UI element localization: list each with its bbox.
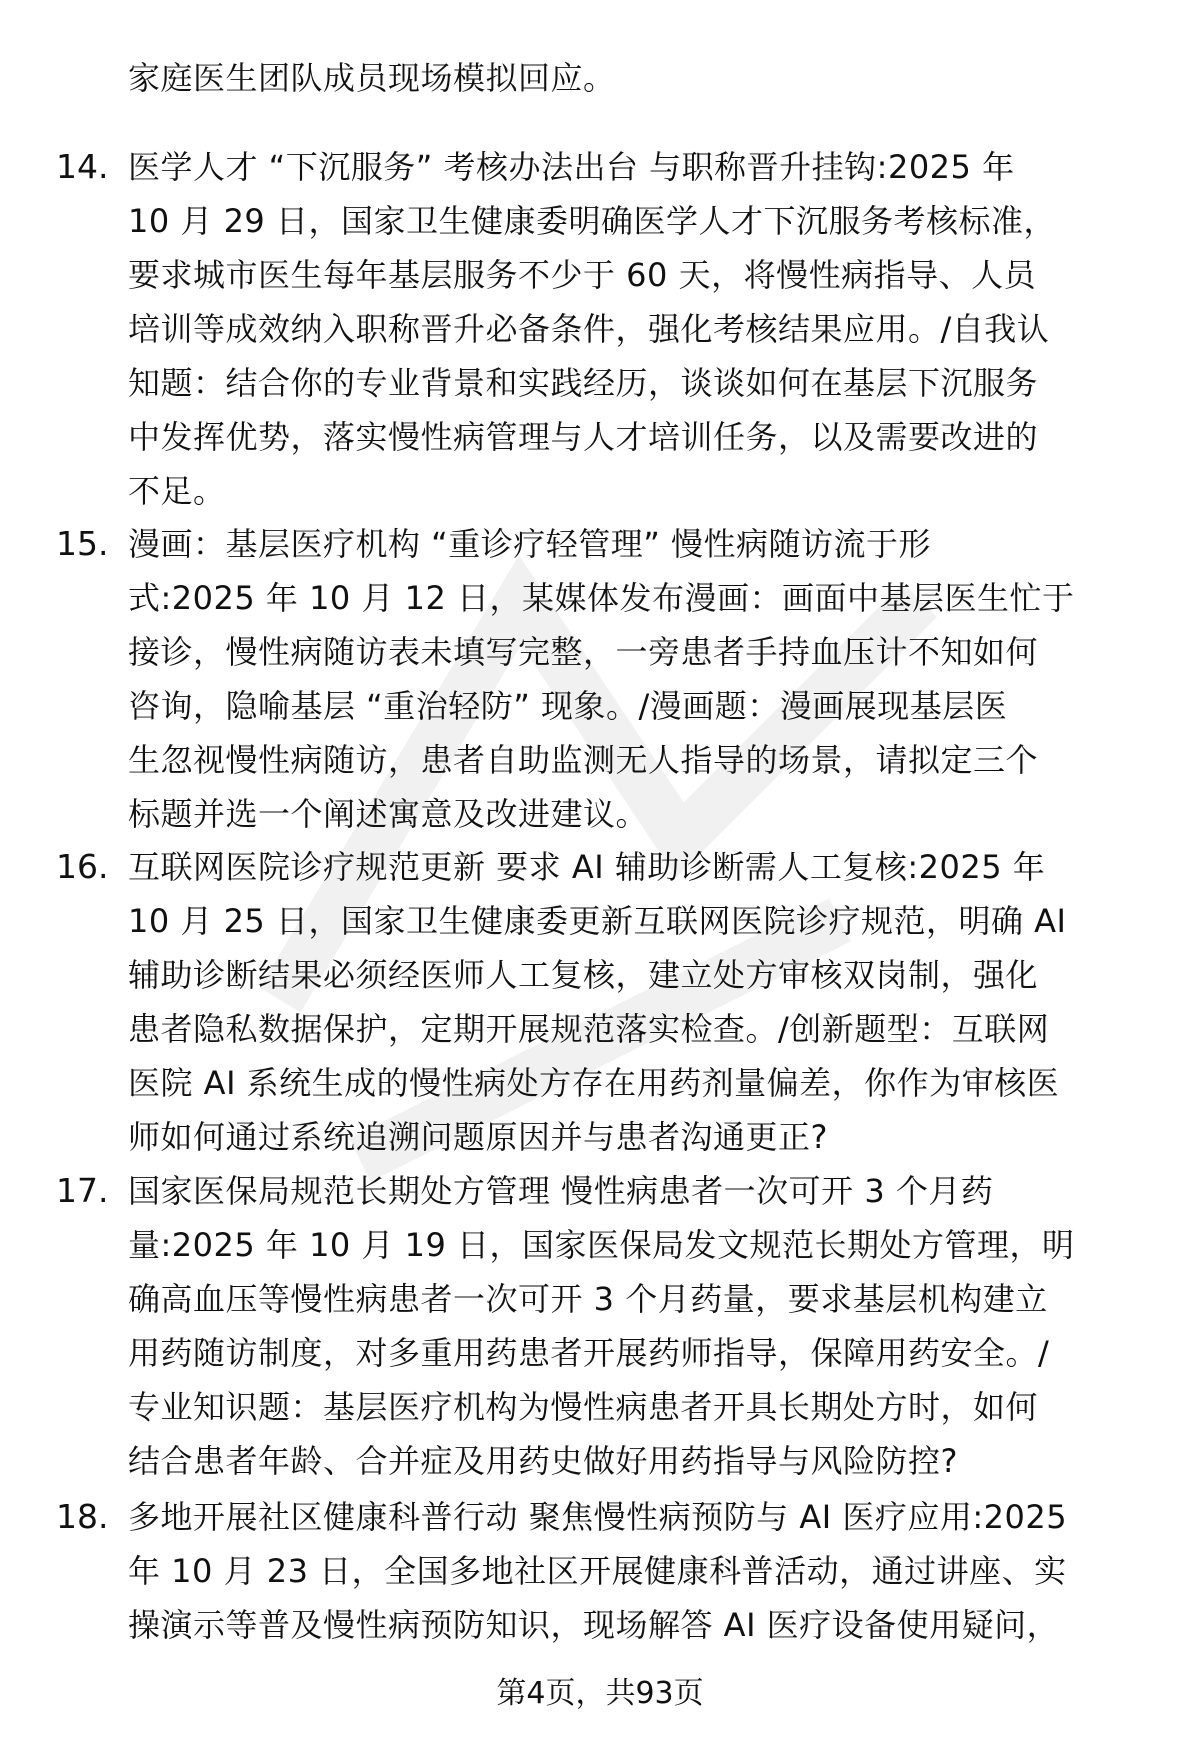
- text-line: 年 10 月 23 日，全国多地社区开展健康科普活动，通过讲座、实: [128, 1552, 1067, 1590]
- text-line: 中发挥优势，落实慢性病管理与人才培训任务，以及需要改进的: [128, 418, 1039, 456]
- text-line: 10 月 25 日，国家卫生健康委更新互联网医院诊疗规范，明确 AI: [128, 902, 1067, 940]
- text-line: 10 月 29 日，国家卫生健康委明确医学人才下沉服务考核标准，: [128, 202, 1056, 240]
- text-line: 不足。: [128, 472, 226, 510]
- text-line: 操演示等普及慢性病预防知识，现场解答 AI 医疗设备使用疑问，: [128, 1606, 1060, 1644]
- text-line: 辅助诊断结果必须经医师人工复核，建立处方审核双岗制，强化: [128, 956, 1039, 994]
- text-line: 确高血压等慢性病患者一次可开 3 个月药量，要求基层机构建立: [128, 1280, 1048, 1318]
- item-number: 14.: [56, 147, 109, 186]
- text-line: 医学人才 “下沉服务” 考核办法出台 与职称晋升挂钩:2025 年: [128, 148, 1015, 186]
- item-number: 15.: [56, 524, 109, 563]
- page-number: 第4页，共93页: [496, 1676, 704, 1711]
- text-line: 结合患者年龄、合并症及用药史做好用药指导与风险防控?: [128, 1442, 958, 1480]
- text-line: 家庭医生团队成员现场模拟回应。: [128, 59, 616, 97]
- text-line: 咨询，隐喻基层 “重治轻防” 现象。/漫画题：漫画展现基层医: [128, 687, 1008, 725]
- text-line: 多地开展社区健康科普行动 聚焦慢性病预防与 AI 医疗应用:2025: [128, 1498, 1068, 1536]
- text-line: 知题：结合你的专业背景和实践经历，谈谈如何在基层下沉服务: [128, 364, 1039, 402]
- item-number: 16.: [56, 847, 109, 886]
- item-number: 18.: [56, 1497, 109, 1536]
- text-line: 漫画：基层医疗机构 “重诊疗轻管理” 慢性病随访流于形: [128, 525, 932, 563]
- item-number: 17.: [56, 1171, 109, 1210]
- text-line: 国家医保局规范长期处方管理 慢性病患者一次可开 3 个月药: [128, 1172, 994, 1210]
- text-line: 互联网医院诊疗规范更新 要求 AI 辅助诊断需人工复核:2025 年: [128, 848, 1046, 886]
- text-line: 标题并选一个阐述寓意及改进建议。: [128, 795, 649, 833]
- text-line: 师如何通过系统追溯问题原因并与患者沟通更正?: [128, 1118, 828, 1156]
- text-line: 培训等成效纳入职称晋升必备条件，强化考核结果应用。/自我认: [128, 310, 1050, 348]
- text-line: 专业知识题：基层医疗机构为慢性病患者开具长期处方时，如何: [128, 1388, 1039, 1426]
- text-line: 量:2025 年 10 月 19 日，国家医保局发文规范长期处方管理，明: [128, 1226, 1075, 1264]
- text-line: 式:2025 年 10 月 12 日，某媒体发布漫画：画面中基层医生忙于: [128, 579, 1075, 617]
- text-line: 生忽视慢性病随访，患者自助监测无人指导的场景，请拟定三个: [128, 741, 1039, 779]
- text-line: 患者隐私数据保护，定期开展规范落实检查。/创新题型：互联网: [128, 1010, 1050, 1048]
- text-line: 医院 AI 系统生成的慢性病处方存在用药剂量偏差，你作为审核医: [128, 1064, 1060, 1102]
- text-line: 接诊，慢性病随访表未填写完整，一旁患者手持血压计不知如何: [128, 633, 1039, 671]
- text-line: 用药随访制度，对多重用药患者开展药师指导，保障用药安全。/: [128, 1334, 1050, 1372]
- text-line: 要求城市医生每年基层服务不少于 60 天，将慢性病指导、人员: [128, 256, 1037, 294]
